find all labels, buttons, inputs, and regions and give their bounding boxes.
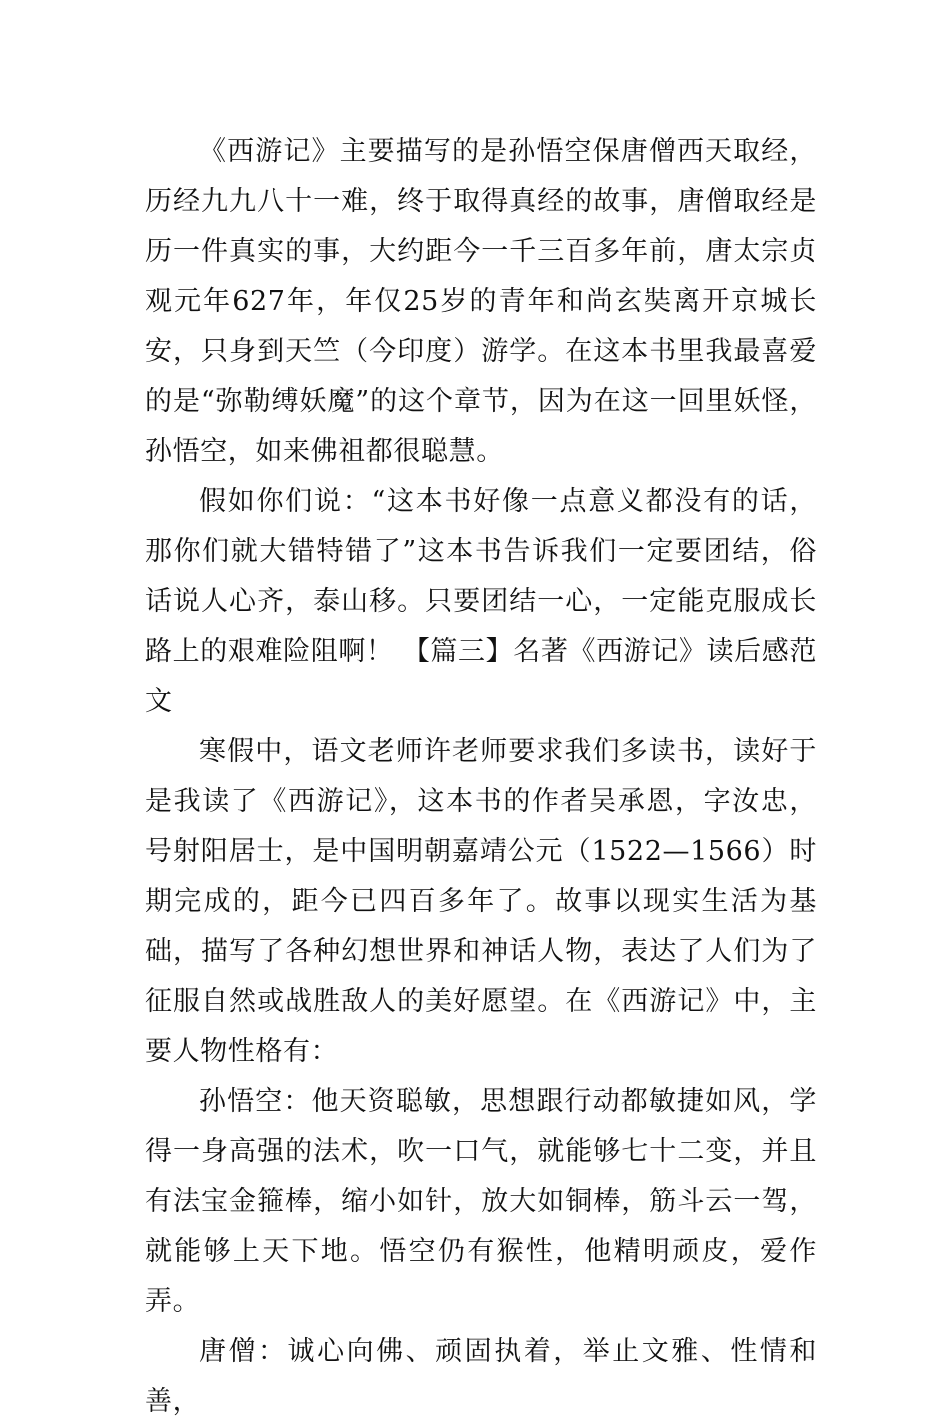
paragraph-5: 唐僧：诚心向佛、顽固执着，举止文雅、性情和善，	[145, 1336, 817, 1417]
paragraph-2: 假如你们说：“这本书好像一点意义都没有的话，那你们就大错特错了”这本书告诉我们一定要团结，俗话说人心齐，泰山移。只要团结一心，一定能克服成长路上的艰难险阻啊！ 【篇三】名著《西游记》读后感范文	[145, 486, 817, 717]
paragraph-4: 孙悟空：他天资聪敏，思想跟行动都敏捷如风，学得一身高强的法术，吹一口气，就能够七十二变，并且有法宝金箍棒，缩小如针，放大如铜棒，筋斗云一驾，就能够上天下地。悟空仍有猴性，他精明顽皮，爱作弄。	[145, 1086, 817, 1317]
paragraph-1: 《西游记》主要描写的是孙悟空保唐僧西天取经，历经九九八十一难，终于取得真经的故事，唐僧取经是历一件真实的事，大约距今一千三百多年前，唐太宗贞观元年627年，年仅25岁的青年和尚玄奘离开京城长安，只身到天竺（今印度）游学。在这本书里我最喜爱的是“弥勒缚妖魔”的这个章节，因为在这一回里妖怪，孙悟空，如来佛祖都很聪慧。	[145, 136, 817, 467]
document-body	[145, 127, 817, 1427]
paragraph-3: 寒假中，语文老师许老师要求我们多读书，读好于是我读了《西游记》，这本书的作者吴承恩，字汝忠，号射阳居士，是中国明朝嘉靖公元（1522—1566）时期完成的，距今已四百多年了。故事以现实生活为基础，描写了各种幻想世界和神话人物，表达了人们为了征服自然或战胜敌人的美好愿望。在《西游记》中，主要人物性格有：	[145, 736, 817, 1067]
